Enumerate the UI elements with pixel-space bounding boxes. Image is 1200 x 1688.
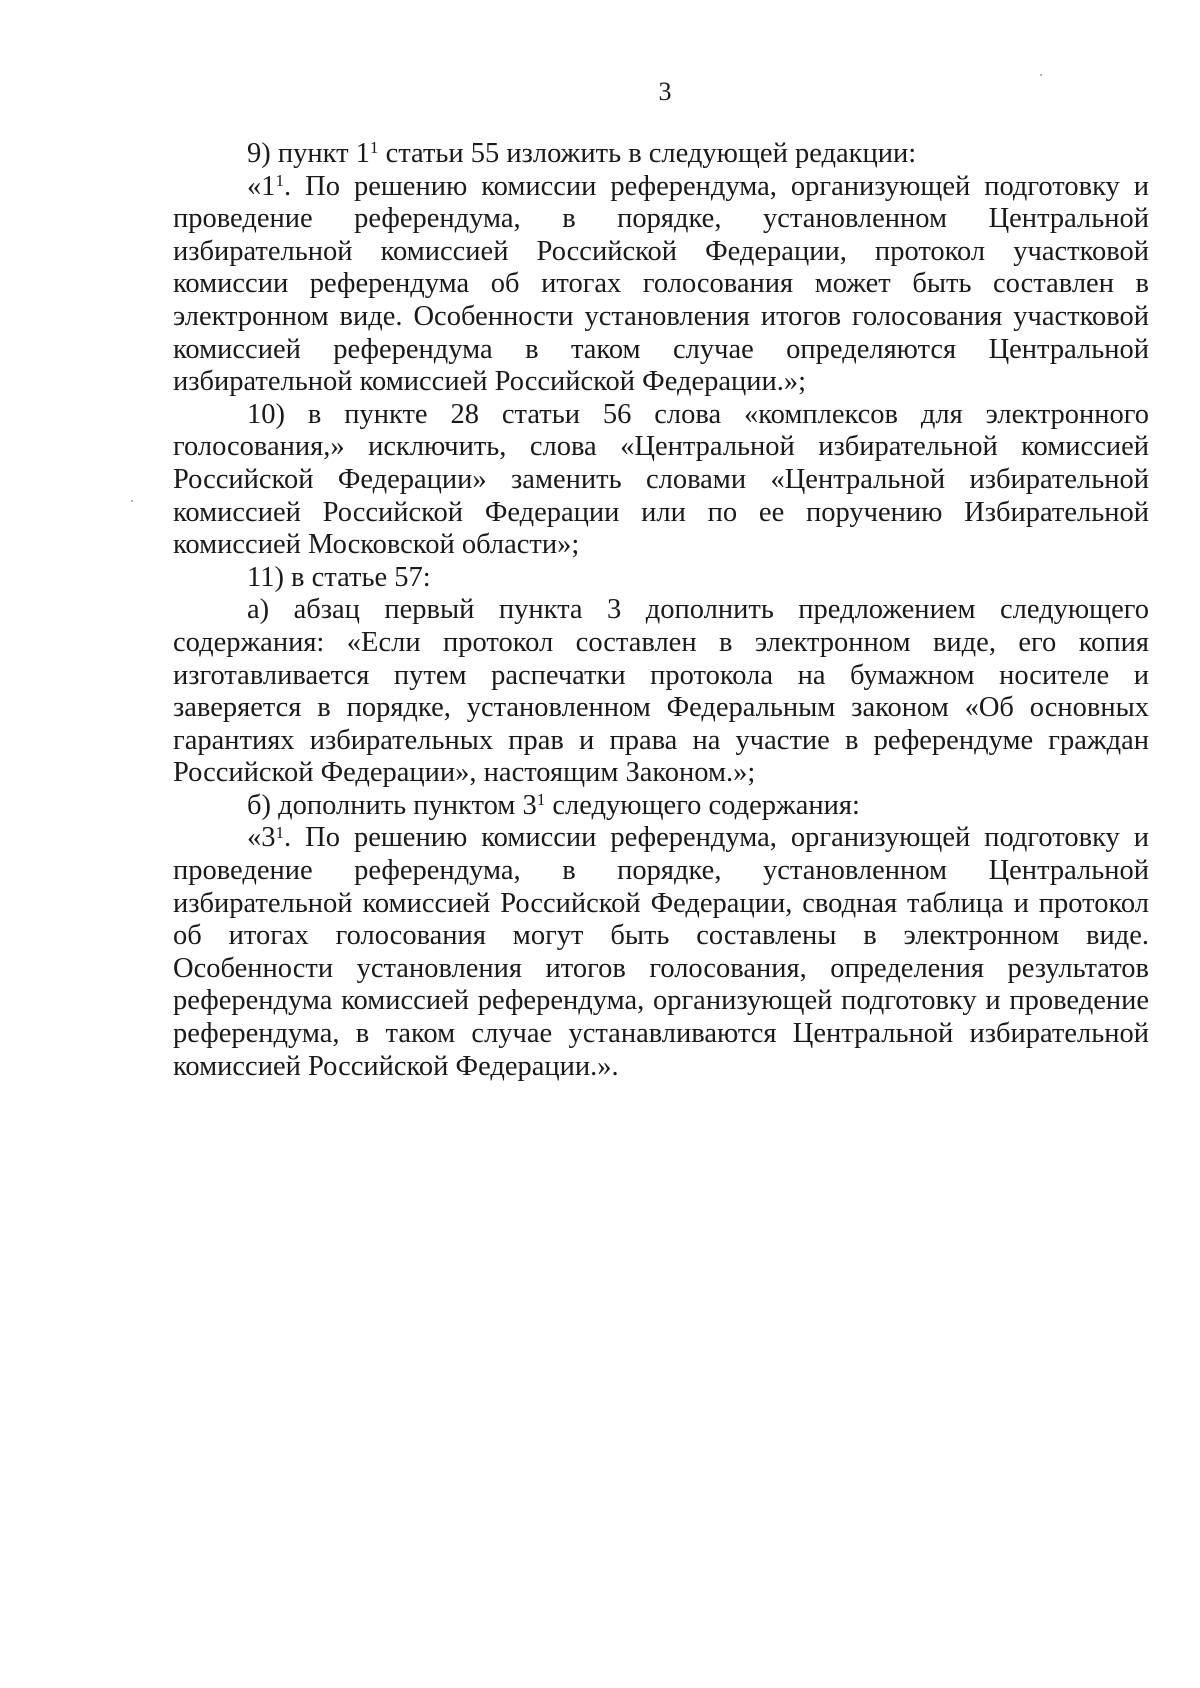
superscript: 1 xyxy=(536,790,546,810)
paragraph-item-10: 10) в пункте 28 статьи 56 слова «комплексов для электронного голосования,» исключить, слова «Центральной избирательной комиссией Российской Федерации» заменить словами «Центральной избирательной комиссией Российской Федерации или по ее поручению Избирательной комиссией Московской области»; xyxy=(173,398,1149,561)
paragraph-quoted-3-1: «$3^1$. По решению комиссии референдума, организующей подготовку и проведение референдума, в порядке, установленном Центральной избирательной комиссией Российской Федерации, сводная таблица и протокол об итогах голосования могут быть составлены в электронном виде. Особенности установления итогов голосования, определения результатов референдума комиссией референдума, организующей подготовку и проведение референдума, в таком случае устанавливаются Центральной избирательной комиссией Российской Федерации.». xyxy=(173,822,1149,1082)
paragraph-item-11: 11) в статье 57: xyxy=(247,561,431,593)
paragraph-item-9: 9) пункт $1^1$ статьи 55 изложить в следующей редакции: xyxy=(247,138,917,169)
paragraph-item-11a: а) абзац первый пункта 3 дополнить предложением следующего содержания: «Если протокол составлен в электронном виде, его копия изготавливается путем распечатки протокола на бумажном носителе и заверяется в порядке, установленном Федеральным законом «Об основных гарантиях избирательных прав и права на участие в референдуме граждан Российской Федерации», настоящим Законом.»; xyxy=(173,594,1149,789)
superscript: 1 xyxy=(275,171,285,191)
paragraph-quoted-1-1: «$1^1$. По решению комиссии референдума, организующей подготовку и проведение референдума, в порядке, установленном Центральной избирательной комиссией Российской Федерации, протокол участковой комиссии референдума об итогах голосования может быть составлен в электронном виде. Особенности установления итогов голосования участковой комиссией референдума в таком случае определяются Центральной избирательной комиссией Российской Федерации.»; xyxy=(173,170,1149,398)
page-number: 3 xyxy=(658,77,672,106)
superscript: 1 xyxy=(369,138,379,158)
paragraph-item-11b: б) дополнить пунктом $3^1$ следующего содержания: xyxy=(247,789,860,821)
document-body xyxy=(173,138,1149,1083)
scan-speck xyxy=(1040,74,1042,76)
superscript: 1 xyxy=(275,822,285,842)
scan-speck xyxy=(131,500,133,502)
